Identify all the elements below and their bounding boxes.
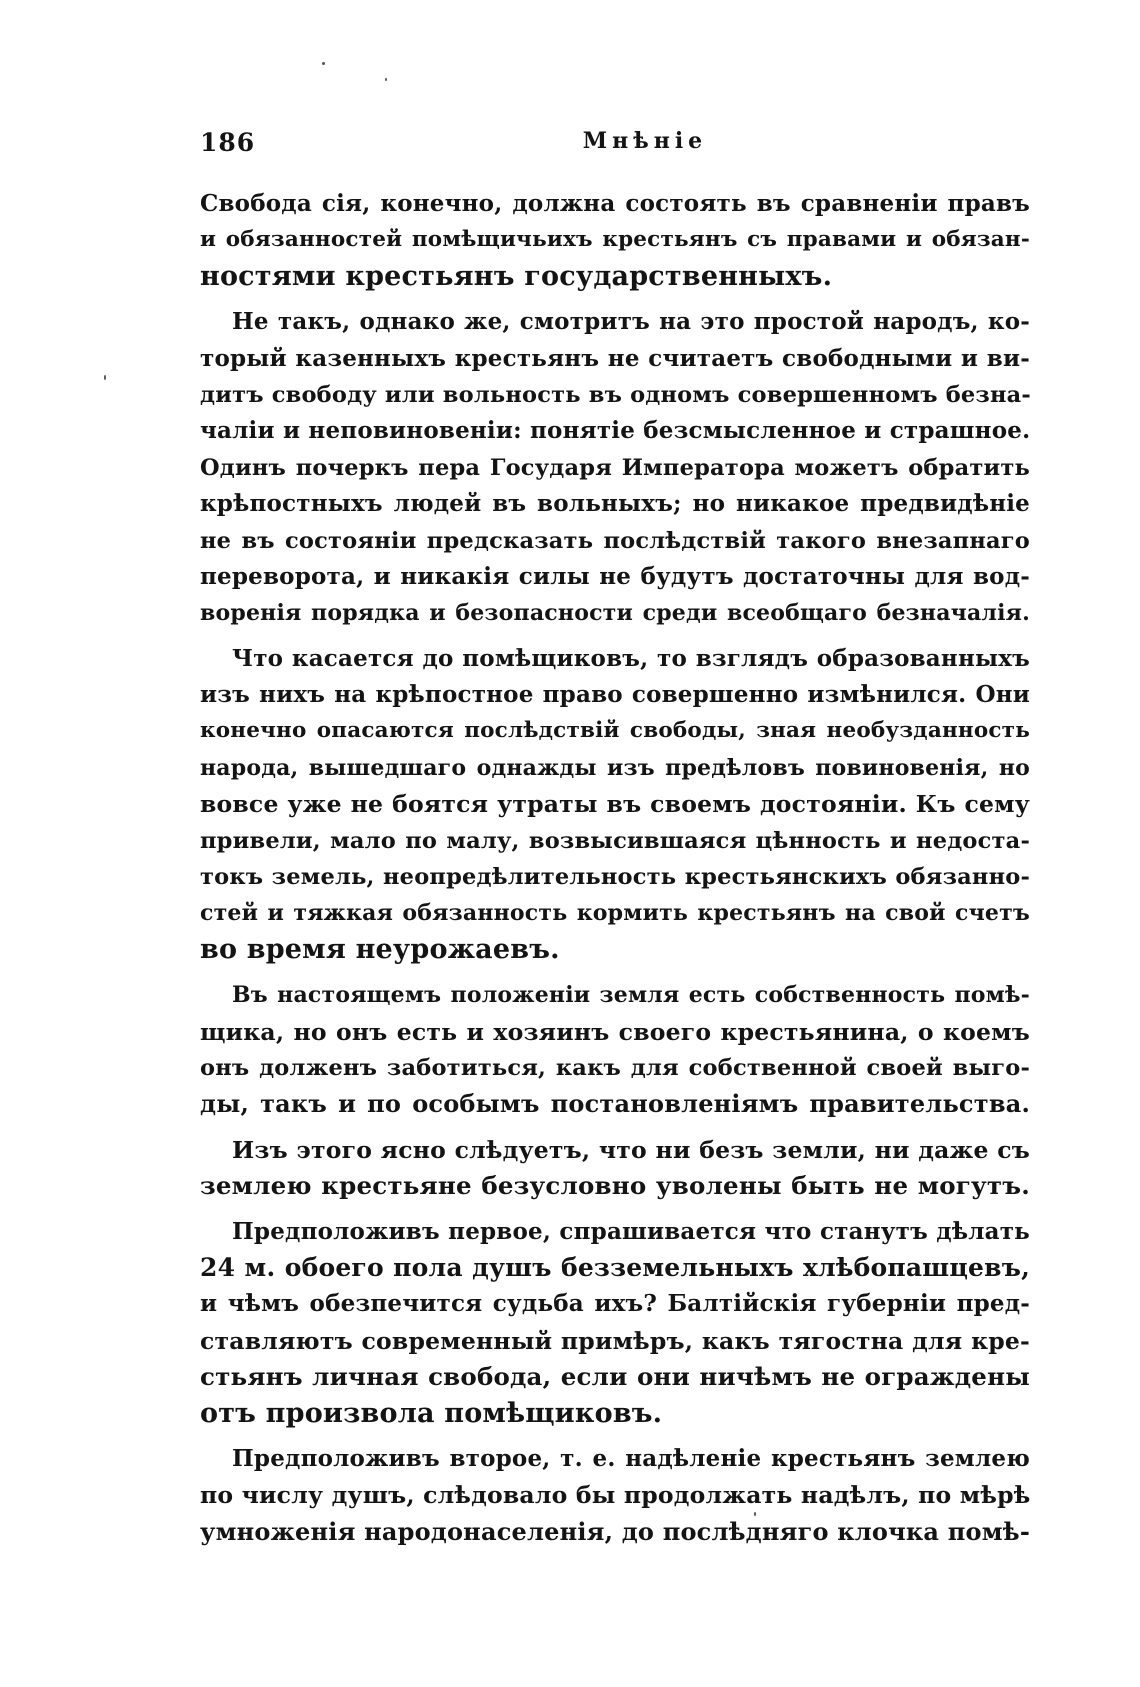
- paragraph: [200, 1441, 1030, 1550]
- text-line: конечно опасаются послѣдствій свободы, зная необузданность: [200, 718, 1030, 744]
- text-line: токъ земель, неопредѣлительность крестьянскихъ обязанно-: [200, 864, 1030, 891]
- scan-speck: [104, 375, 106, 380]
- text-line: Предположивъ второе, т. е. надѣленіе крестьянъ землею: [232, 1444, 1030, 1472]
- text-line: отъ произвола помѣщиковъ.: [200, 1397, 663, 1429]
- text-line: Не такъ, однако же, смотритъ на это простой народъ, ко-: [232, 308, 1030, 336]
- text-line: 24 м. обоего пола душъ безземельныхъ хлѣбопашцевъ,: [200, 1252, 1030, 1282]
- text-line: ставляютъ современный примѣръ, какъ тягостна для кре-: [200, 1326, 1030, 1355]
- text-line: крѣпостныхъ людей въ вольныхъ; но никакое предвидѣніе: [200, 490, 1030, 518]
- paragraph: [200, 1214, 1030, 1432]
- text-line: Одинъ почеркъ пера Государя Императора можетъ обратить: [200, 454, 1030, 481]
- text-line: изъ нихъ на крѣпостное право совершенно измѣнился. Они: [200, 681, 1030, 709]
- text-line: и обязанностей помѣщичьихъ крестьянъ съ правами и обязан-: [200, 227, 1030, 253]
- text-line: не въ состояніи предсказать послѣдствій такого внезапнаго: [200, 527, 1030, 554]
- text-line: во время неурожаевъ.: [200, 933, 560, 965]
- text-line: Предположивъ первое, спрашивается что станутъ дѣлать: [232, 1217, 1030, 1245]
- paragraph: [200, 641, 1030, 969]
- body-text: [200, 186, 1030, 1559]
- text-line: вовсе уже не боятся утраты въ своемъ достояніи. Къ сему: [200, 790, 1030, 819]
- text-line: Свобода сія, конечно, должна состоять въ сравненіи правъ: [200, 190, 1030, 217]
- text-line: торый казенныхъ крестьянъ не считаетъ свободными и ви-: [200, 344, 1030, 372]
- page-number: 186: [200, 128, 256, 157]
- text-line: ды, такъ и по особымъ постановленіямъ правительства.: [200, 1089, 1030, 1119]
- text-line: Изъ этого ясно слѣдуетъ, что ни безъ земли, ни даже съ: [232, 1135, 1030, 1164]
- paragraph: [200, 186, 1030, 295]
- text-line: чаліи и неповиновеніи: понятіе безсмысленное и страшное.: [200, 417, 1031, 445]
- text-line: привели, мало по малу, возвысившаяся цѣнность и недоста-: [200, 827, 1030, 854]
- paragraph: [200, 977, 1030, 1123]
- text-line: переворота, и никакія силы не будутъ достаточны для вод-: [200, 562, 1030, 590]
- scan-speck: [322, 62, 325, 65]
- text-line: стей и тяжкая обязанность кормить крестьянъ на свой счетъ: [200, 900, 1030, 927]
- paragraph: [200, 1132, 1030, 1205]
- page-header: [200, 128, 1030, 162]
- running-title: Мнѣніе: [582, 128, 708, 154]
- text-line: по числу душъ, слѣдовало бы продолжать надѣлъ, по мѣрѣ: [200, 1481, 1031, 1510]
- text-line: ностями крестьянъ государственныхъ.: [200, 260, 833, 292]
- text-line: народа, вышедшаго однажды изъ предѣловъ повиновенія, но: [200, 754, 1030, 781]
- paragraph: [200, 304, 1030, 632]
- text-line: онъ долженъ заботиться, какъ для собственной своей выго-: [200, 1054, 1030, 1081]
- text-line: воренія порядка и безопасности среди всеобщаго безначалія.: [200, 600, 1030, 627]
- text-line: стьянъ личная свобода, если они ничѣмъ не ограждены: [200, 1362, 1030, 1392]
- text-line: Что касается до помѣщиковъ, то взглядъ образованныхъ: [232, 644, 1030, 672]
- text-line: щика, но онъ есть и хозяинъ своего крестьянина, о коемъ: [200, 1017, 1030, 1046]
- text-line: дитъ свободу или вольность въ одномъ совершенномъ безна-: [200, 381, 1031, 408]
- text-line: землею крестьяне безусловно уволены быть не могутъ.: [200, 1171, 1030, 1201]
- text-line: и чѣмъ обезпечится судьба ихъ? Балтійскія губерніи пред-: [200, 1290, 1030, 1318]
- text-line: умноженія народонаселенія, до послѣдняго клочка помѣ-: [200, 1516, 1030, 1546]
- text-line: Въ настоящемъ положеніи земля есть собственность помѣ-: [232, 982, 1030, 1009]
- scan-speck: [385, 78, 387, 81]
